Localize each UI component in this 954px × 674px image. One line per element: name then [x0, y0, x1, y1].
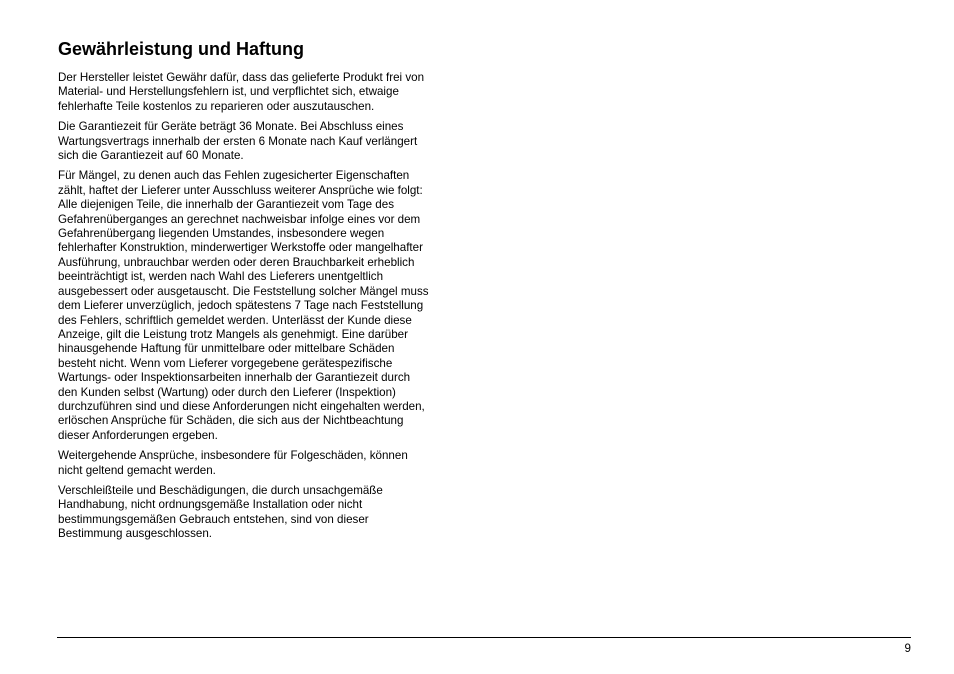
paragraph-defect-liability: Für Mängel, zu denen auch das Fehlen zugesicherter Eigenschaften zählt, haftet der Lieferer unter Ausschluss weiterer Ansprüche wie folgt: Alle diejenigen Teile, die innerhalb der Garantiezeit vom Tage des Gefahrenüberganges an gerechnet nachweisbar infolge eines vor dem Gefahrenübergang liegenden Umstandes, insbesondere wegen fehlerhafter Konstruktion, minderwertiger Werkstoffe oder mangelhafter Ausführung, unbrauchbar werden oder deren Brauchbarkeit erheblich beeinträchtigt ist, werden nach Wahl des Lieferers unentgeltlich ausgebessert oder ausgetauscht. Die Feststellung solcher Mängel muss dem Lieferer unverzüglich, jedoch spätestens 7 Tage nach Feststellung des Fehlers, schriftlich gemeldet werden. Unterlässt der Kunde diese Anzeige, gilt die Leistung trotz Mangels als genehmigt. Eine darüber hinausgehende Haftung für unmittelbare oder mittelbare Schäden besteht nicht. Wenn vom Lieferer vorgegebene gerätespezifische Wartungs- oder Inspektionsarbeiten innerhalb der Garantiezeit durch den Kunden selbst (Wartung) oder durch den Lieferer (Inspektion) durchzuführen sind und diese Anforderungen nicht eingehalten werden, erlöschen Ansprüche für Schäden, die sich aus der Nichtbeachtung dieser Anforderungen ergeben.	[58, 169, 429, 442]
paragraph-further-claims: Weitergehende Ansprüche, insbesondere für Folgeschäden, können nicht geltend gemacht werden.	[58, 449, 408, 477]
footer-divider	[57, 637, 911, 638]
warranty-text-column	[58, 71, 470, 548]
page-title: Gewährleistung und Haftung	[58, 39, 304, 59]
paragraph-warranty-period: Die Garantiezeit für Geräte beträgt 36 Monate. Bei Abschluss eines Wartungsvertrags innerhalb der ersten 6 Monate nach Kauf verlängert sich die Garantiezeit auf 60 Monate.	[58, 120, 418, 163]
paragraph-warranty-scope: Der Hersteller leistet Gewähr dafür, dass das gelieferte Produkt frei von Material- und Herstellungsfehlern ist, und verpflichtet sich, etwaige fehlerhafte Teile kostenlos zu reparieren oder auszutauschen.	[58, 71, 425, 113]
paragraph-wear-parts-exclusion: Verschleißteile und Beschädigungen, die durch unsachgemäße Handhabung, nicht ordnungsgemäße Installation oder nicht bestimmungsgemäßen Gebrauch entstehen, sind von dieser Bestimmung ausgeschlossen.	[58, 483, 383, 541]
page-number: 9	[904, 642, 911, 655]
